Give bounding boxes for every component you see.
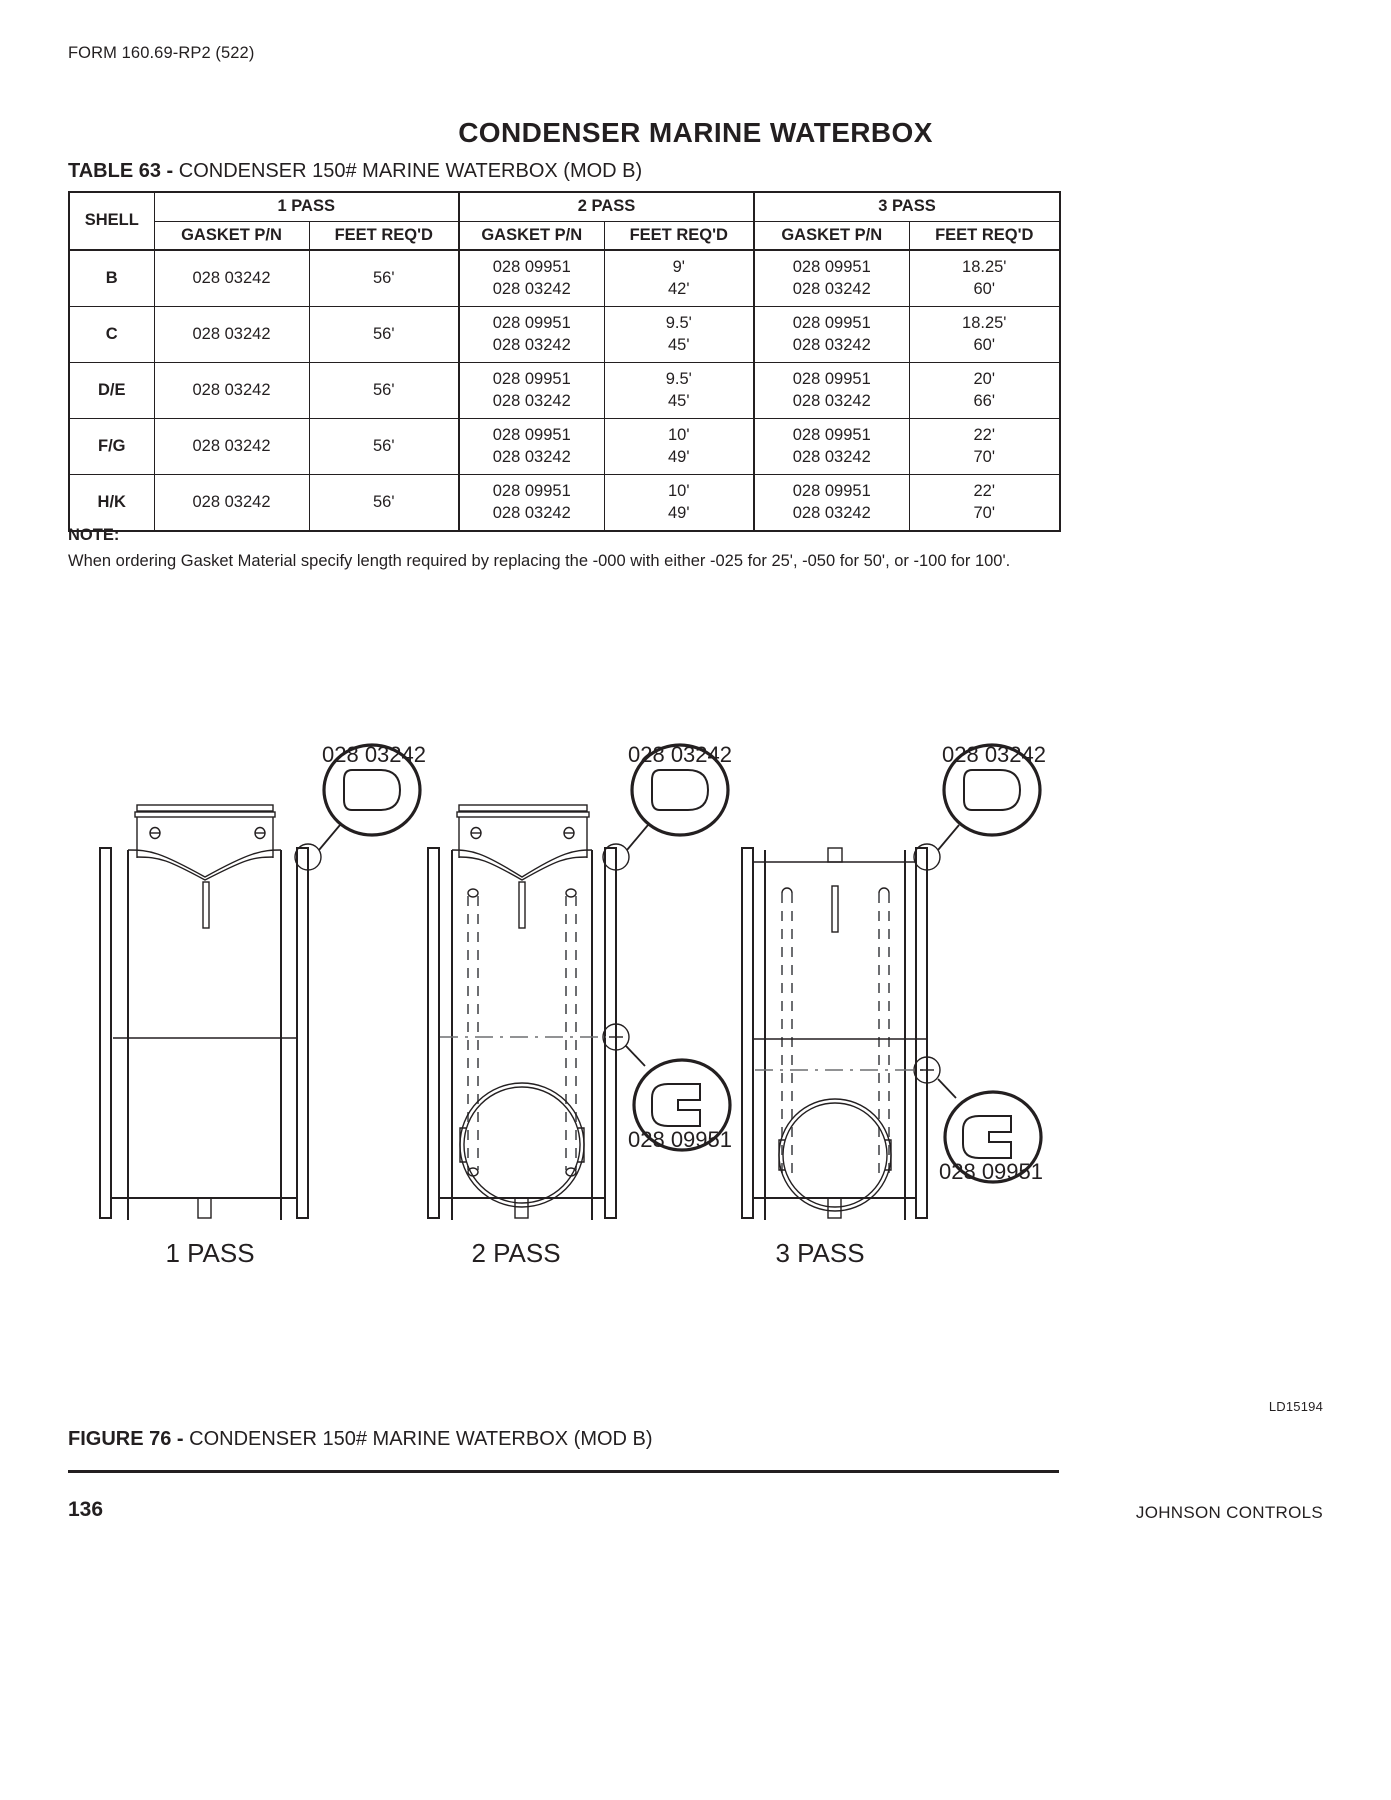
cell-2pass-ft-b: 49' [667, 503, 690, 522]
cell-3pass-ft [909, 250, 1060, 307]
cell-2pass-ft-a: 9.5' [665, 369, 692, 388]
page-title: CONDENSER MARINE WATERBOX [458, 116, 933, 148]
cell-3pass-ft-b: 60' [973, 335, 995, 354]
cell-2pass-pn [459, 363, 604, 419]
note-label: NOTE: [68, 526, 120, 544]
header-group-1pass: 1 PASS [154, 192, 459, 222]
cell-3pass-pn-a: 028 09951 [792, 257, 871, 276]
cell-2pass-pn [459, 419, 604, 475]
table-body [69, 250, 1060, 531]
callout-label-3pass-mid: 028 09951 [939, 1159, 1043, 1184]
header-shell: SHELL [69, 192, 154, 250]
header-3pass-feet-reqd: FEET REQ'D [909, 222, 1060, 251]
cell-3pass-ft [909, 307, 1060, 363]
header-1pass-feet-reqd: FEET REQ'D [309, 222, 459, 251]
header-3pass-gasket-pn: GASKET P/N [754, 222, 909, 251]
cell-2pass-pn-b: 028 03242 [492, 391, 571, 410]
cell-1pass-ft: 56' [309, 475, 459, 532]
callout-label-3pass-top: 028 03242 [942, 742, 1046, 767]
cell-3pass-pn-a: 028 09951 [792, 481, 871, 500]
pass-label-1: 1 PASS [165, 1238, 255, 1268]
cell-1pass-ft: 56' [309, 307, 459, 363]
cell-3pass-pn [754, 250, 909, 307]
cell-3pass-ft-a: 22' [973, 481, 995, 500]
cell-3pass-pn-b: 028 03242 [792, 279, 871, 298]
cell-1pass-pn: 028 03242 [154, 419, 309, 475]
figure-caption-text: CONDENSER 150# MARINE WATERBOX (MOD B) [183, 1428, 653, 1450]
company-name: JOHNSON CONTROLS [1135, 1503, 1323, 1522]
cell-3pass-ft-b: 60' [973, 279, 995, 298]
header-1pass-gasket-pn: GASKET P/N [154, 222, 309, 251]
waterbox-3pass-drawing [742, 848, 927, 1220]
cell-2pass-pn-a: 028 09951 [492, 481, 571, 500]
cell-2pass-pn-a: 028 09951 [492, 313, 571, 332]
cell-2pass-ft-a: 9' [672, 257, 685, 276]
cell-2pass-ft-b: 42' [667, 279, 690, 298]
cell-shell: D/E [69, 363, 154, 419]
cell-1pass-ft: 56' [309, 250, 459, 307]
waterbox-2pass-drawing [428, 805, 616, 1220]
cell-3pass-pn [754, 475, 909, 532]
cell-2pass-ft-b: 49' [667, 447, 690, 466]
cell-3pass-ft-b: 70' [973, 447, 995, 466]
cell-2pass-ft-a: 10' [667, 425, 690, 444]
waterbox-diagram-svg [0, 700, 1391, 1320]
header-group-3pass: 3 PASS [754, 192, 1060, 222]
cell-2pass-pn [459, 250, 604, 307]
cell-3pass-pn-b: 028 03242 [792, 335, 871, 354]
cell-3pass-pn [754, 363, 909, 419]
cell-2pass-pn [459, 307, 604, 363]
cell-3pass-ft [909, 419, 1060, 475]
cell-3pass-pn-a: 028 09951 [792, 313, 871, 332]
gasket-table [68, 191, 1061, 532]
cell-1pass-pn: 028 03242 [154, 363, 309, 419]
footer-divider [68, 1470, 1059, 1473]
header-group-2pass: 2 PASS [459, 192, 754, 222]
cell-2pass-ft-b: 45' [667, 391, 690, 410]
cell-3pass-ft [909, 475, 1060, 532]
table-row [69, 363, 1060, 419]
cell-shell: B [69, 250, 154, 307]
cell-2pass-ft [604, 307, 754, 363]
cell-3pass-ft-a: 18.25' [962, 257, 1007, 276]
header-2pass-gasket-pn: GASKET P/N [459, 222, 604, 251]
drawing-number: LD15194 [1268, 1399, 1323, 1414]
cell-3pass-pn [754, 307, 909, 363]
cell-2pass-ft-a: 9.5' [665, 313, 692, 332]
table-row [69, 250, 1060, 307]
cell-shell: F/G [69, 419, 154, 475]
table-row [69, 475, 1060, 532]
cell-3pass-ft-a: 20' [973, 369, 995, 388]
cell-2pass-pn-b: 028 03242 [492, 335, 571, 354]
cell-2pass-ft-b: 45' [667, 335, 690, 354]
cell-shell: C [69, 307, 154, 363]
table-row [69, 419, 1060, 475]
waterbox-figure [0, 700, 1391, 1320]
cell-2pass-ft [604, 419, 754, 475]
callout-label-1pass-top: 028 03242 [322, 742, 426, 767]
table-head [69, 192, 1060, 250]
cell-1pass-pn: 028 03242 [154, 250, 309, 307]
waterbox-1pass-drawing [100, 805, 308, 1220]
table-caption-text: CONDENSER 150# MARINE WATERBOX (MOD B) [173, 160, 643, 182]
figure-caption [68, 1428, 653, 1451]
form-code: FORM 160.69-RP2 (522) [68, 44, 255, 62]
cell-1pass-pn: 028 03242 [154, 307, 309, 363]
table-caption-label: TABLE 63 - [68, 160, 174, 182]
cell-1pass-pn: 028 03242 [154, 475, 309, 532]
callout-label-2pass-top: 028 03242 [628, 742, 732, 767]
cell-3pass-ft-b: 70' [973, 503, 995, 522]
pass-label-3: 3 PASS [775, 1238, 865, 1268]
cell-3pass-pn-b: 028 03242 [792, 391, 871, 410]
table-caption [68, 160, 642, 183]
cell-3pass-pn-b: 028 03242 [792, 503, 871, 522]
cell-1pass-ft: 56' [309, 419, 459, 475]
table-row [69, 307, 1060, 363]
pass-label-2: 2 PASS [471, 1238, 561, 1268]
cell-2pass-ft [604, 363, 754, 419]
callout-label-2pass-mid: 028 09951 [628, 1127, 732, 1152]
cell-2pass-pn-b: 028 03242 [492, 503, 571, 522]
cell-2pass-ft [604, 250, 754, 307]
cell-2pass-pn-a: 028 09951 [492, 369, 571, 388]
cell-shell: H/K [69, 475, 154, 532]
cell-3pass-ft [909, 363, 1060, 419]
cell-1pass-ft: 56' [309, 363, 459, 419]
cell-3pass-pn [754, 419, 909, 475]
figure-caption-label: FIGURE 76 - [68, 1428, 184, 1450]
cell-2pass-pn [459, 475, 604, 532]
cell-3pass-ft-a: 22' [973, 425, 995, 444]
cell-3pass-pn-a: 028 09951 [792, 369, 871, 388]
cell-2pass-pn-b: 028 03242 [492, 279, 571, 298]
cell-2pass-pn-a: 028 09951 [492, 257, 571, 276]
header-2pass-feet-reqd: FEET REQ'D [604, 222, 754, 251]
cell-3pass-ft-a: 18.25' [962, 313, 1007, 332]
page-number: 136 [68, 1498, 104, 1521]
cell-3pass-ft-b: 66' [973, 391, 995, 410]
cell-3pass-pn-a: 028 09951 [792, 425, 871, 444]
cell-2pass-pn-b: 028 03242 [492, 447, 571, 466]
cell-2pass-pn-a: 028 09951 [492, 425, 571, 444]
cell-2pass-ft-a: 10' [667, 481, 690, 500]
cell-3pass-pn-b: 028 03242 [792, 447, 871, 466]
note-text: When ordering Gasket Material specify length required by replacing the -000 with either -025 for 25', -050 for 50', or -100 for 100'. [68, 552, 1011, 570]
cell-2pass-ft [604, 475, 754, 532]
